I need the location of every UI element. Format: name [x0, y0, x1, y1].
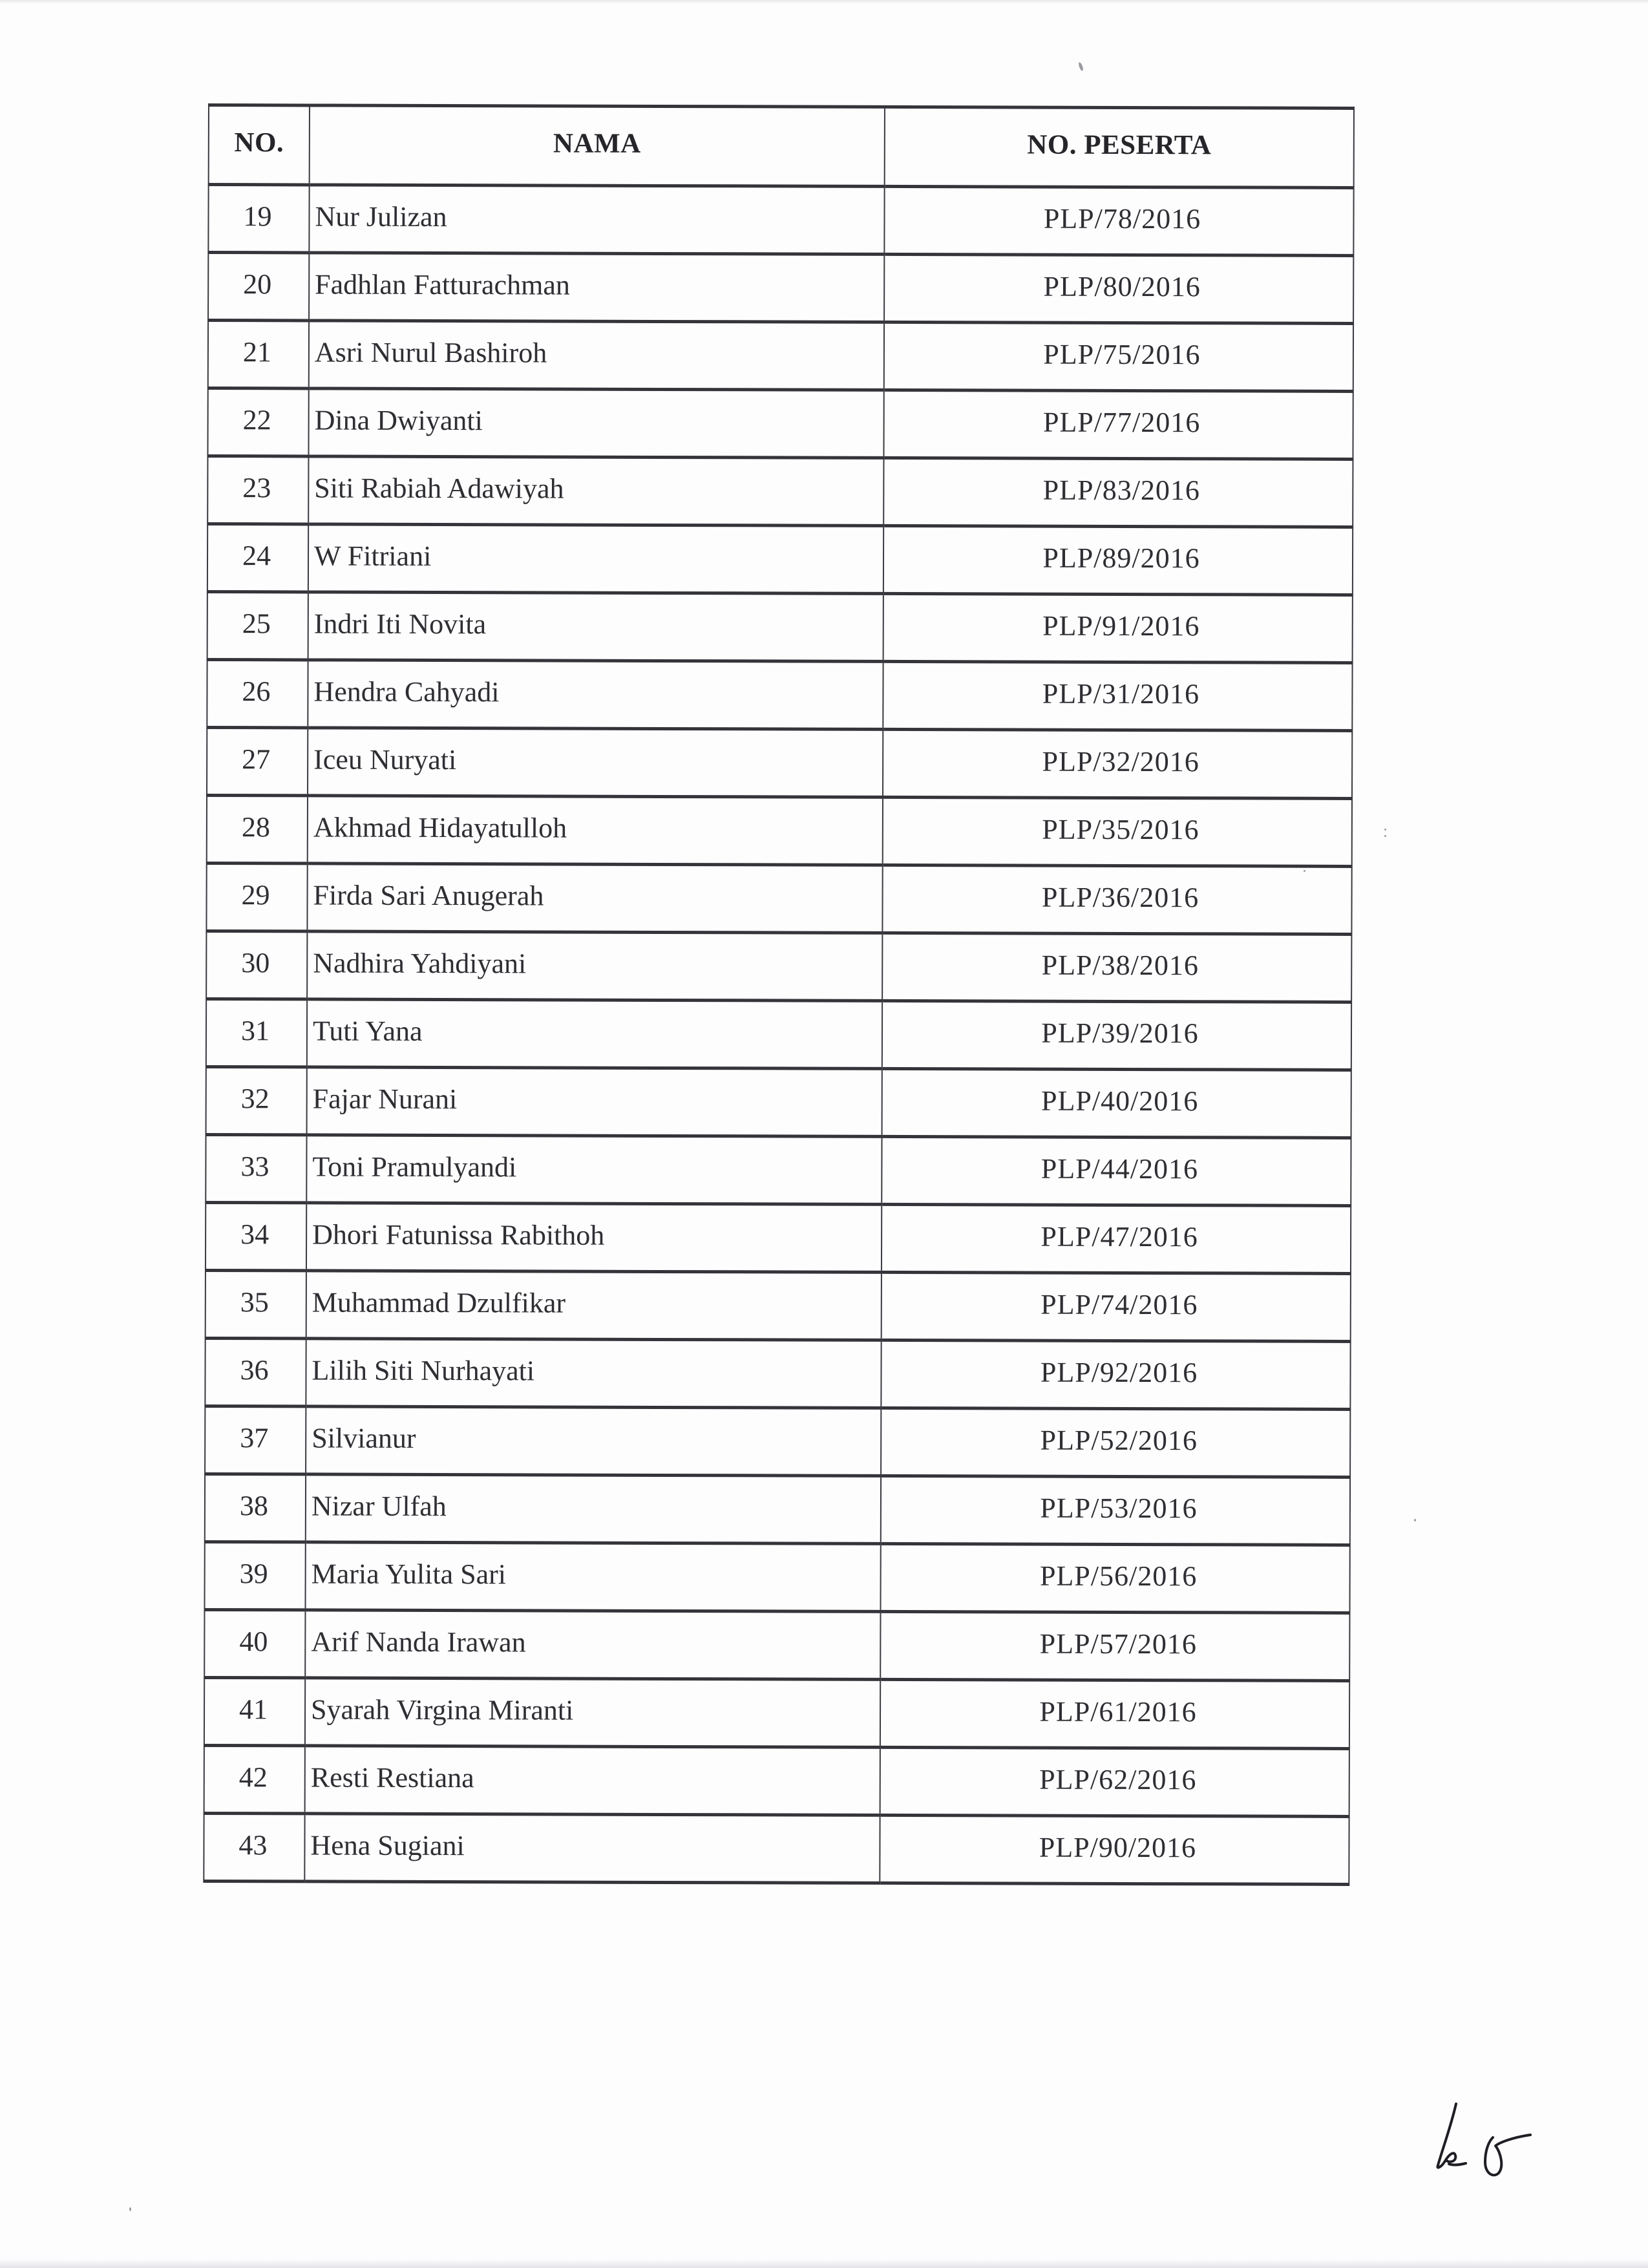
participant-name-cell	[306, 1406, 881, 1476]
participant-number-cell	[884, 254, 1353, 323]
scan-speck	[1384, 829, 1386, 831]
row-number: 43	[238, 1828, 268, 1861]
row-number: 23	[242, 471, 271, 503]
table-row	[204, 1813, 1349, 1884]
row-number-cell	[207, 524, 308, 592]
participant-name: W Fitriani	[313, 539, 432, 572]
participant-name: Dhori Fatunissa Rabithoh	[312, 1218, 605, 1251]
participant-name-cell	[305, 1746, 880, 1815]
row-number: 19	[243, 200, 272, 232]
row-number: 37	[240, 1421, 269, 1454]
column-header-nama	[310, 105, 885, 186]
participant-number-cell	[883, 593, 1353, 662]
participant-name-cell	[307, 999, 882, 1068]
participant-name-cell	[309, 321, 884, 390]
row-number-cell	[205, 1474, 306, 1542]
row-number-cell	[206, 1066, 307, 1134]
row-number-cell	[207, 795, 308, 863]
column-header-no-peserta	[885, 107, 1354, 187]
table-row	[206, 1066, 1351, 1138]
row-number: 42	[238, 1761, 268, 1793]
row-number-cell	[208, 185, 309, 253]
participant-number-cell	[883, 797, 1352, 866]
participant-name: Syarah Virgina Miranti	[310, 1693, 574, 1726]
participant-name: Iceu Nuryati	[313, 743, 457, 776]
scan-edge-bottom	[0, 2259, 1648, 2268]
participant-number-cell	[882, 865, 1351, 934]
participant-number-cell	[882, 1136, 1351, 1205]
participant-name: Asri Nurul Bashiroh	[314, 335, 547, 368]
participant-name-cell	[308, 524, 883, 593]
column-header-no-label: NO.	[234, 127, 284, 158]
participant-name-cell	[305, 1542, 880, 1611]
participant-name-cell	[306, 1271, 882, 1340]
participant-name: Resti Restiana	[310, 1761, 474, 1794]
row-number-cell	[206, 1134, 306, 1202]
row-number: 41	[238, 1693, 268, 1725]
participant-name-cell	[308, 796, 883, 865]
scan-edge-top	[0, 0, 1648, 4]
participant-number: PLP/35/2016	[1042, 813, 1199, 845]
participant-name-cell	[308, 388, 883, 458]
table-row	[205, 1474, 1350, 1545]
participant-number-cell	[881, 1340, 1350, 1409]
participant-number-cell	[883, 525, 1353, 595]
participant-name-cell	[305, 1678, 880, 1747]
row-number: 24	[242, 539, 271, 571]
participant-number: PLP/75/2016	[1043, 338, 1201, 370]
row-number-cell	[207, 388, 308, 456]
participant-name-cell	[308, 660, 883, 729]
row-number: 20	[243, 268, 272, 300]
table-row	[208, 185, 1353, 256]
table-row	[204, 1677, 1349, 1748]
participant-number: PLP/57/2016	[1039, 1627, 1198, 1660]
participant-number: PLP/53/2016	[1040, 1492, 1198, 1524]
table-row	[207, 524, 1353, 595]
participant-name: Nizar Ulfah	[311, 1489, 447, 1522]
row-number-cell	[207, 456, 308, 524]
participant-number: PLP/80/2016	[1043, 270, 1201, 302]
row-number: 25	[242, 607, 271, 639]
participant-name-cell	[306, 1339, 881, 1408]
participant-name: Firda Sari Anugerah	[313, 878, 544, 911]
participant-name-cell	[307, 1067, 882, 1136]
participant-name-cell	[308, 592, 883, 661]
column-header-nama-label: NAMA	[553, 127, 641, 159]
participant-name-cell	[308, 456, 883, 525]
participant-number: PLP/56/2016	[1039, 1560, 1198, 1592]
row-number-cell	[207, 591, 308, 659]
table-row	[206, 1270, 1351, 1341]
scan-speck	[1384, 835, 1386, 837]
scan-speck	[1304, 870, 1305, 872]
row-number: 38	[239, 1489, 269, 1521]
table-row	[207, 659, 1352, 730]
row-number-cell	[205, 1338, 306, 1406]
table-row	[204, 1745, 1349, 1816]
scan-speck	[129, 2207, 131, 2211]
row-number-cell	[205, 1406, 306, 1474]
participant-number-cell	[881, 1408, 1350, 1477]
row-number: 29	[241, 878, 270, 911]
row-number-cell	[206, 999, 307, 1066]
participant-name-cell	[309, 253, 884, 322]
participant-number-cell	[882, 1272, 1351, 1341]
participant-name-cell	[306, 1474, 881, 1543]
participant-name: Arif Nanda Irawan	[311, 1625, 526, 1658]
table-row	[206, 1202, 1351, 1273]
table-row	[207, 456, 1353, 527]
participant-table	[203, 103, 1355, 1886]
participant-name-cell	[307, 864, 882, 933]
row-number: 26	[242, 675, 271, 707]
participant-number: PLP/89/2016	[1042, 542, 1200, 574]
participant-name-cell	[306, 1135, 882, 1204]
participant-number-cell	[883, 458, 1353, 527]
row-number-cell	[207, 659, 308, 727]
table-row	[208, 321, 1353, 392]
participant-name: Indri Iti Novita	[313, 607, 487, 640]
table-row	[207, 388, 1353, 460]
row-number-cell	[206, 863, 307, 931]
participant-name-cell	[305, 1610, 880, 1679]
row-number: 32	[240, 1082, 269, 1114]
table-header-row	[209, 105, 1354, 188]
participant-number: PLP/92/2016	[1040, 1356, 1198, 1388]
column-header-no-peserta-label: NO. PESERTA	[1027, 129, 1212, 160]
table-row	[205, 1338, 1350, 1409]
participant-number: PLP/39/2016	[1041, 1017, 1199, 1049]
row-number-cell	[206, 1270, 306, 1338]
participant-number: PLP/61/2016	[1039, 1695, 1197, 1728]
participant-number-cell	[883, 390, 1353, 459]
table-row	[207, 727, 1352, 798]
participant-number-cell	[880, 1747, 1349, 1816]
participant-number-cell	[880, 1611, 1349, 1680]
participant-name-cell	[304, 1814, 880, 1883]
table-row	[207, 591, 1353, 662]
table-body	[204, 185, 1353, 1885]
participant-name: Silvianur	[312, 1421, 416, 1454]
participant-number-cell	[881, 1476, 1350, 1545]
participant-number: PLP/78/2016	[1043, 202, 1201, 235]
participant-number: PLP/38/2016	[1041, 949, 1199, 981]
participant-number: PLP/62/2016	[1039, 1763, 1197, 1796]
table-row	[204, 1609, 1349, 1680]
row-number-cell	[204, 1745, 305, 1813]
participant-number-cell	[882, 1068, 1351, 1138]
participant-number-cell	[880, 1543, 1349, 1613]
participant-number-cell	[884, 322, 1353, 391]
participant-name-cell	[308, 728, 883, 797]
row-number: 36	[240, 1353, 269, 1386]
row-number-cell	[204, 1542, 305, 1609]
participant-name: Hendra Cahyadi	[313, 675, 500, 708]
participant-name: Tuti Yana	[312, 1014, 423, 1047]
participant-number: PLP/77/2016	[1042, 406, 1201, 438]
participant-name: Hena Sugiani	[310, 1828, 465, 1861]
table-row	[207, 795, 1352, 866]
participant-name: Toni Pramulyandi	[312, 1150, 517, 1183]
participant-number: PLP/44/2016	[1041, 1152, 1199, 1185]
participant-number: PLP/74/2016	[1041, 1288, 1198, 1320]
handwritten-initials-icon	[1415, 2091, 1545, 2188]
participant-name-cell	[307, 931, 882, 1001]
row-number: 27	[242, 743, 271, 775]
participant-number: PLP/31/2016	[1042, 677, 1200, 710]
row-number-cell	[204, 1677, 305, 1745]
participant-name-cell	[306, 1203, 882, 1272]
participant-name: Muhammad Dzulfikar	[312, 1286, 566, 1319]
table-row	[206, 863, 1351, 934]
participant-number: PLP/91/2016	[1042, 609, 1200, 642]
participant-number-cell	[880, 1815, 1349, 1884]
row-number: 22	[242, 403, 271, 436]
participant-number: PLP/90/2016	[1039, 1831, 1197, 1863]
row-number-cell	[206, 1202, 306, 1270]
scan-speck	[1078, 62, 1084, 72]
participant-name: Nadhira Yahdiyani	[313, 946, 527, 979]
participant-number: PLP/36/2016	[1041, 881, 1199, 913]
row-number-cell	[204, 1813, 304, 1881]
row-number: 40	[239, 1625, 268, 1657]
participant-number-cell	[882, 1001, 1351, 1070]
scan-speck	[1414, 1519, 1416, 1521]
row-number: 30	[241, 946, 270, 979]
participant-number-cell	[880, 1679, 1349, 1748]
row-number-cell	[208, 321, 309, 388]
participant-name: Fajar Nurani	[312, 1082, 458, 1115]
row-number: 28	[241, 811, 270, 843]
participant-name: Dina Dwiyanti	[314, 403, 483, 436]
participant-number: PLP/32/2016	[1042, 745, 1199, 778]
participant-number: PLP/40/2016	[1041, 1085, 1199, 1117]
participant-number-cell	[883, 661, 1352, 730]
row-number: 34	[240, 1218, 269, 1250]
row-number: 31	[240, 1014, 270, 1046]
row-number: 33	[240, 1150, 269, 1182]
participant-table-container	[203, 103, 1353, 1886]
participant-name: Lilih Siti Nurhayati	[312, 1353, 535, 1386]
row-number-cell	[206, 931, 307, 999]
table-row	[208, 253, 1353, 324]
participant-name-cell	[309, 185, 884, 254]
participant-name: Fadhlan Fatturachman	[315, 268, 570, 301]
table-row	[206, 1134, 1351, 1205]
participant-number: PLP/83/2016	[1042, 474, 1201, 506]
participant-name: Akhmad Hidayatulloh	[313, 811, 567, 844]
table-row	[206, 999, 1351, 1070]
participant-number-cell	[882, 933, 1351, 1002]
participant-name: Maria Yulita Sari	[311, 1557, 507, 1590]
participant-number-cell	[882, 1204, 1351, 1273]
row-number: 21	[242, 335, 271, 368]
row-number-cell	[207, 727, 308, 795]
participant-number: PLP/52/2016	[1040, 1424, 1198, 1456]
table-row	[205, 1406, 1350, 1477]
table-row	[204, 1542, 1349, 1613]
participant-number: PLP/47/2016	[1041, 1220, 1198, 1253]
row-number-cell	[208, 253, 309, 321]
column-header-no	[209, 105, 310, 185]
row-number-cell	[204, 1609, 305, 1677]
table-row	[206, 931, 1351, 1002]
participant-name: Siti Rabiah Adawiyah	[314, 471, 564, 505]
row-number: 35	[240, 1286, 269, 1318]
participant-number-cell	[884, 186, 1353, 255]
participant-name: Nur Julizan	[315, 200, 447, 233]
participant-number-cell	[883, 729, 1352, 798]
row-number: 39	[239, 1557, 268, 1589]
